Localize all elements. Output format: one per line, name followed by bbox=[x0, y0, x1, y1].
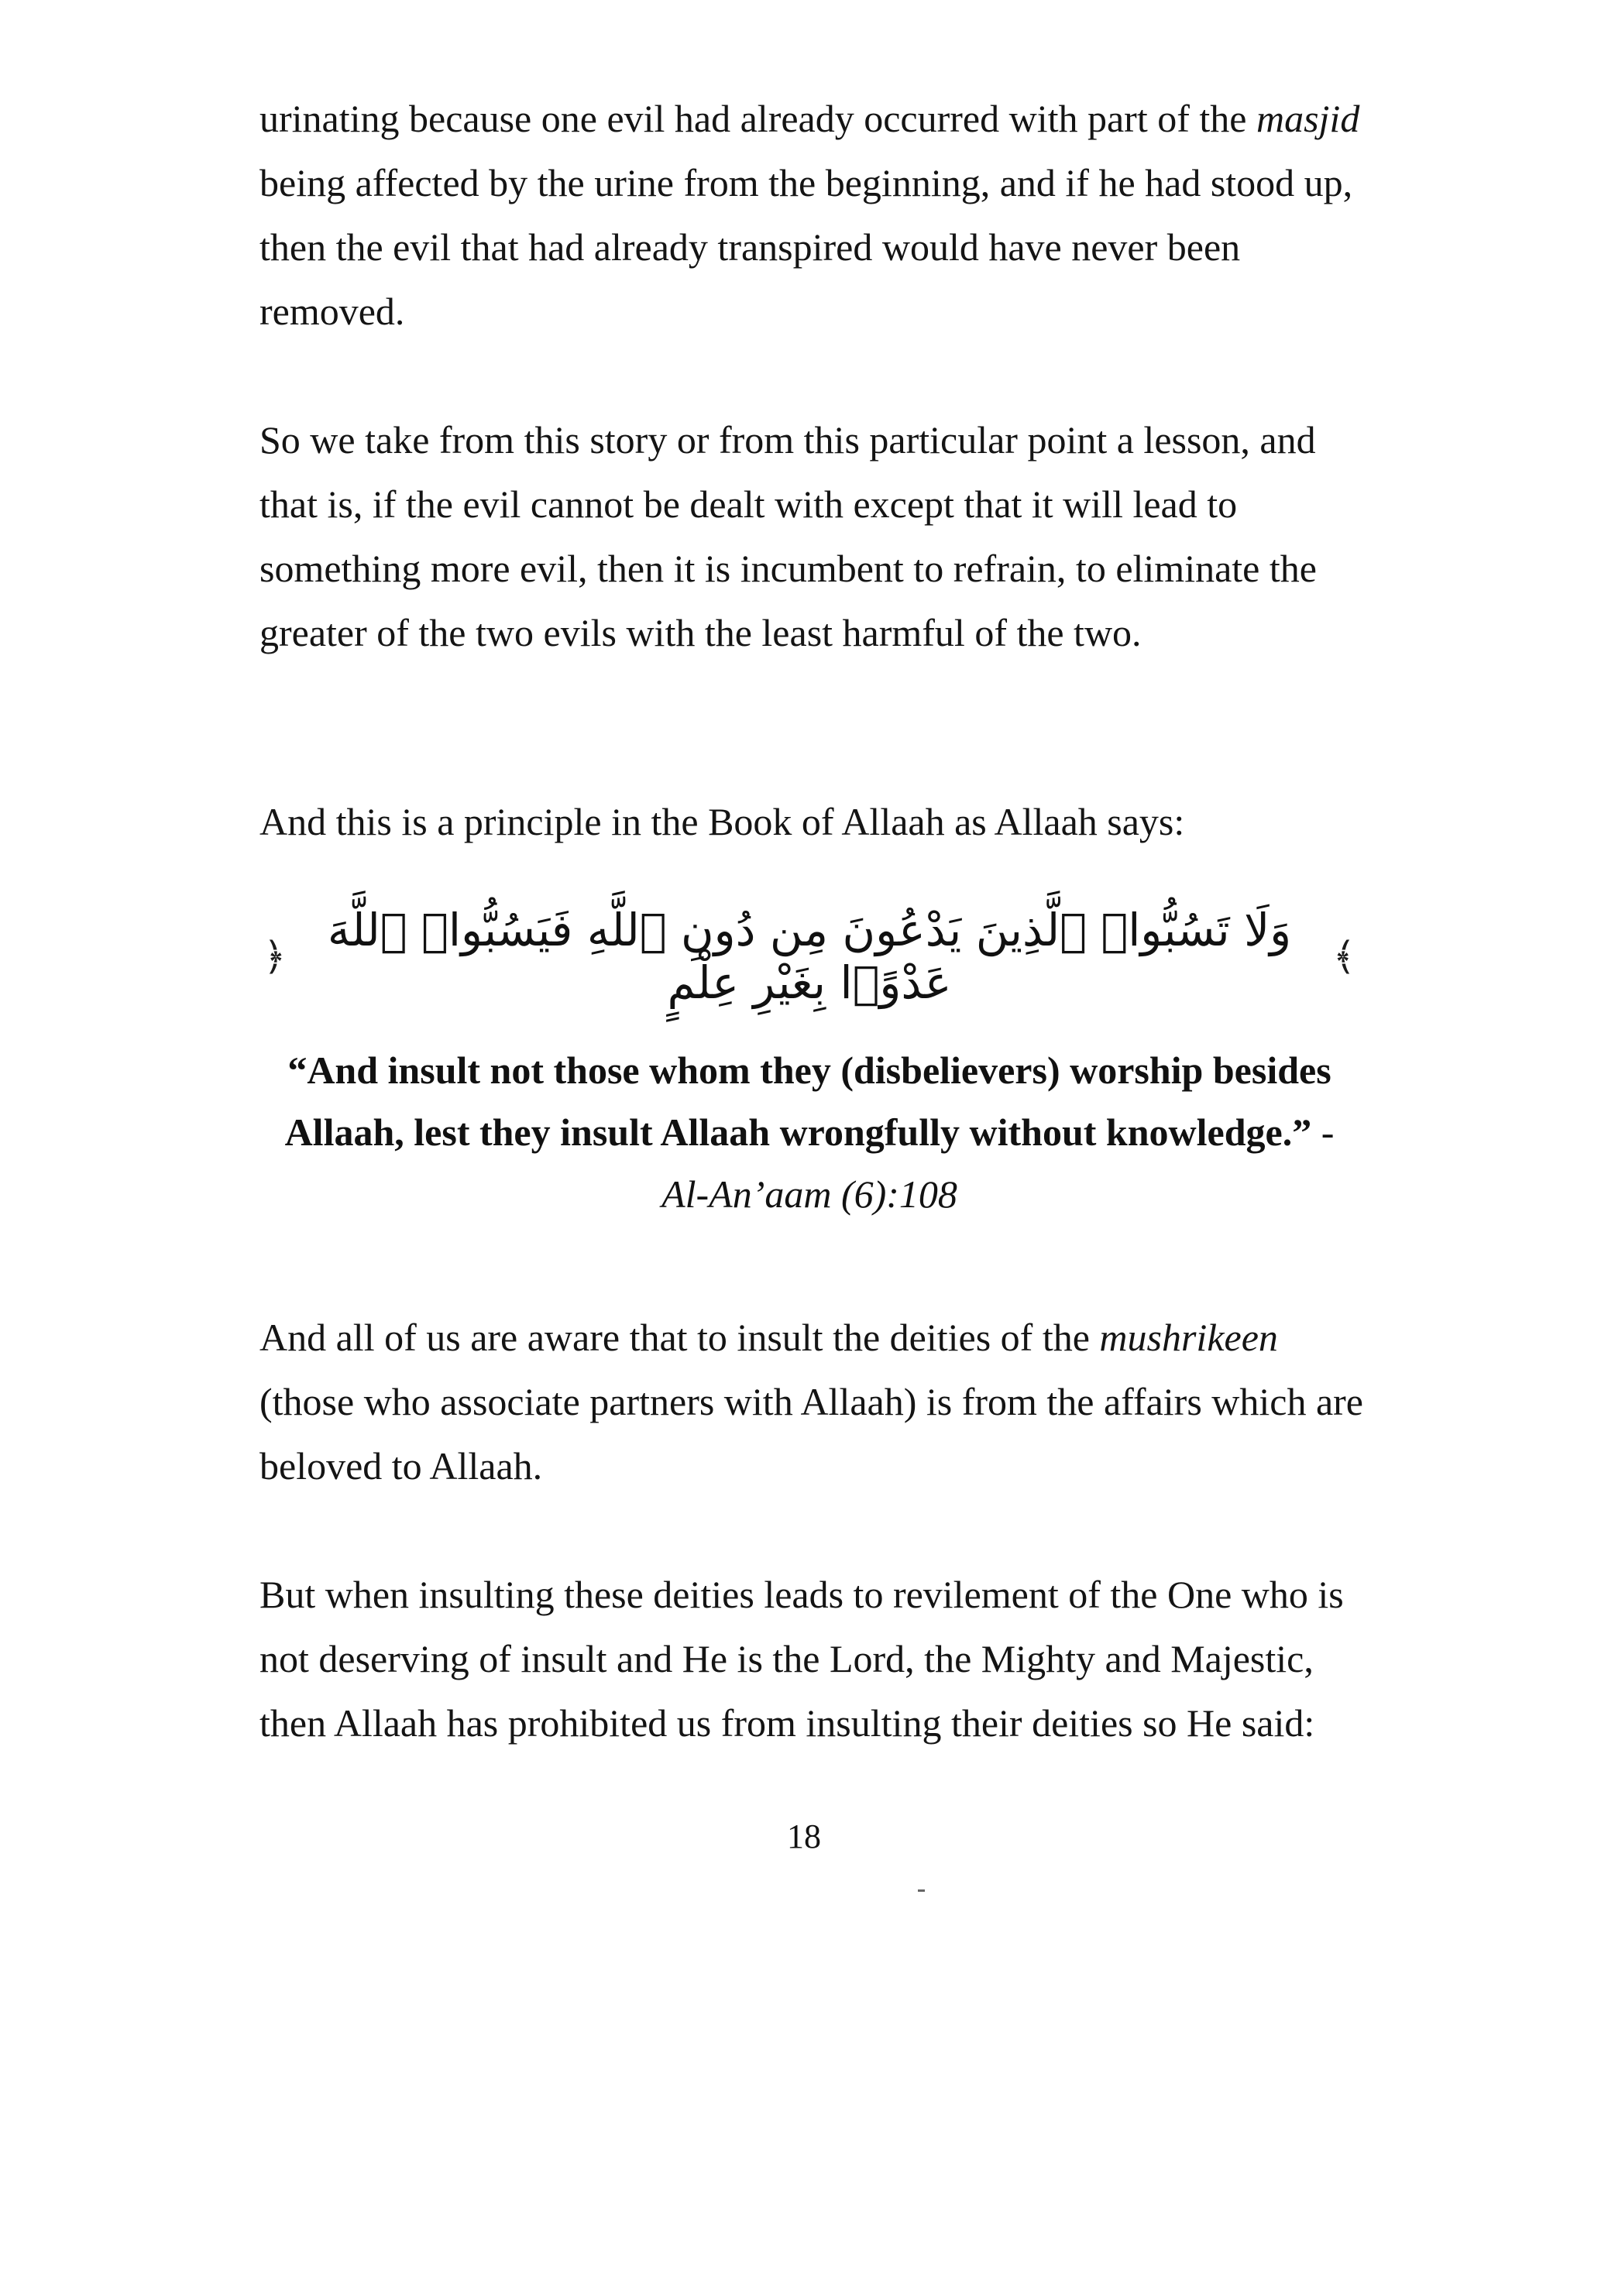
verse-translation bbox=[259, 1039, 1359, 1225]
paragraph-4-text-a: And all of us are aware that to insult the deities of the bbox=[259, 1316, 1100, 1359]
paragraph-2: So we take from this story or from this particular point a lesson, and that is, if the evil cannot be dealt with except that it will lead to something more evil, then it is incumbent to refrain, to eliminate the greater of the two evils with the least harmful of the two. bbox=[259, 418, 1317, 654]
paragraph-1 bbox=[259, 87, 1375, 344]
paragraph-4-text-b: (those who associate partners with Allaah) is from the affairs which are beloved to Allaah. bbox=[259, 1380, 1363, 1488]
verse-reference: Al-An’aam (6):108 bbox=[661, 1172, 957, 1216]
scan-speck bbox=[918, 1889, 925, 1892]
verse-close-bracket: ﴾ bbox=[1332, 934, 1355, 979]
verse-open-bracket: ﴿ bbox=[263, 934, 287, 979]
arabic-verse bbox=[263, 904, 1355, 1009]
verse-translation-text: “And insult not those whom they (disbelievers) worship besides Allaah, lest they insult Allaah wrongfully without knowledge.” bbox=[284, 1048, 1331, 1154]
paragraph-1-text-b: being affected by the urine from the beginning, and if he had stood up, then the evil that had already transpired would have never been removed. bbox=[259, 161, 1353, 333]
page-number: 18 bbox=[787, 1817, 821, 1855]
arabic-verse-text: وَلَا تَسُبُّوا۟ ٱلَّذِينَ يَدْعُونَ مِن دُونِ ٱللَّهِ فَيَسُبُّوا۟ ٱللَّهَ عَدْوًۢا بِغَيْرِ عِلْمٍ bbox=[327, 904, 1292, 1009]
verse-separator: - bbox=[1311, 1110, 1335, 1154]
term-masjid: masjid bbox=[1256, 97, 1360, 140]
paragraph-3: And this is a principle in the Book of Allaah as Allaah says: bbox=[259, 800, 1185, 843]
paragraph-4 bbox=[259, 1306, 1375, 1498]
paragraph-5: But when insulting these deities leads to revilement of the One who is not deserving of insult and He is the Lord, the Mighty and Majestic, then Allaah has prohibited us from insulting their deities so He said: bbox=[259, 1573, 1344, 1745]
term-mushrikeen: mushrikeen bbox=[1099, 1316, 1278, 1359]
paragraph-1-text-a: urinating because one evil had already occurred with part of the bbox=[259, 97, 1256, 140]
